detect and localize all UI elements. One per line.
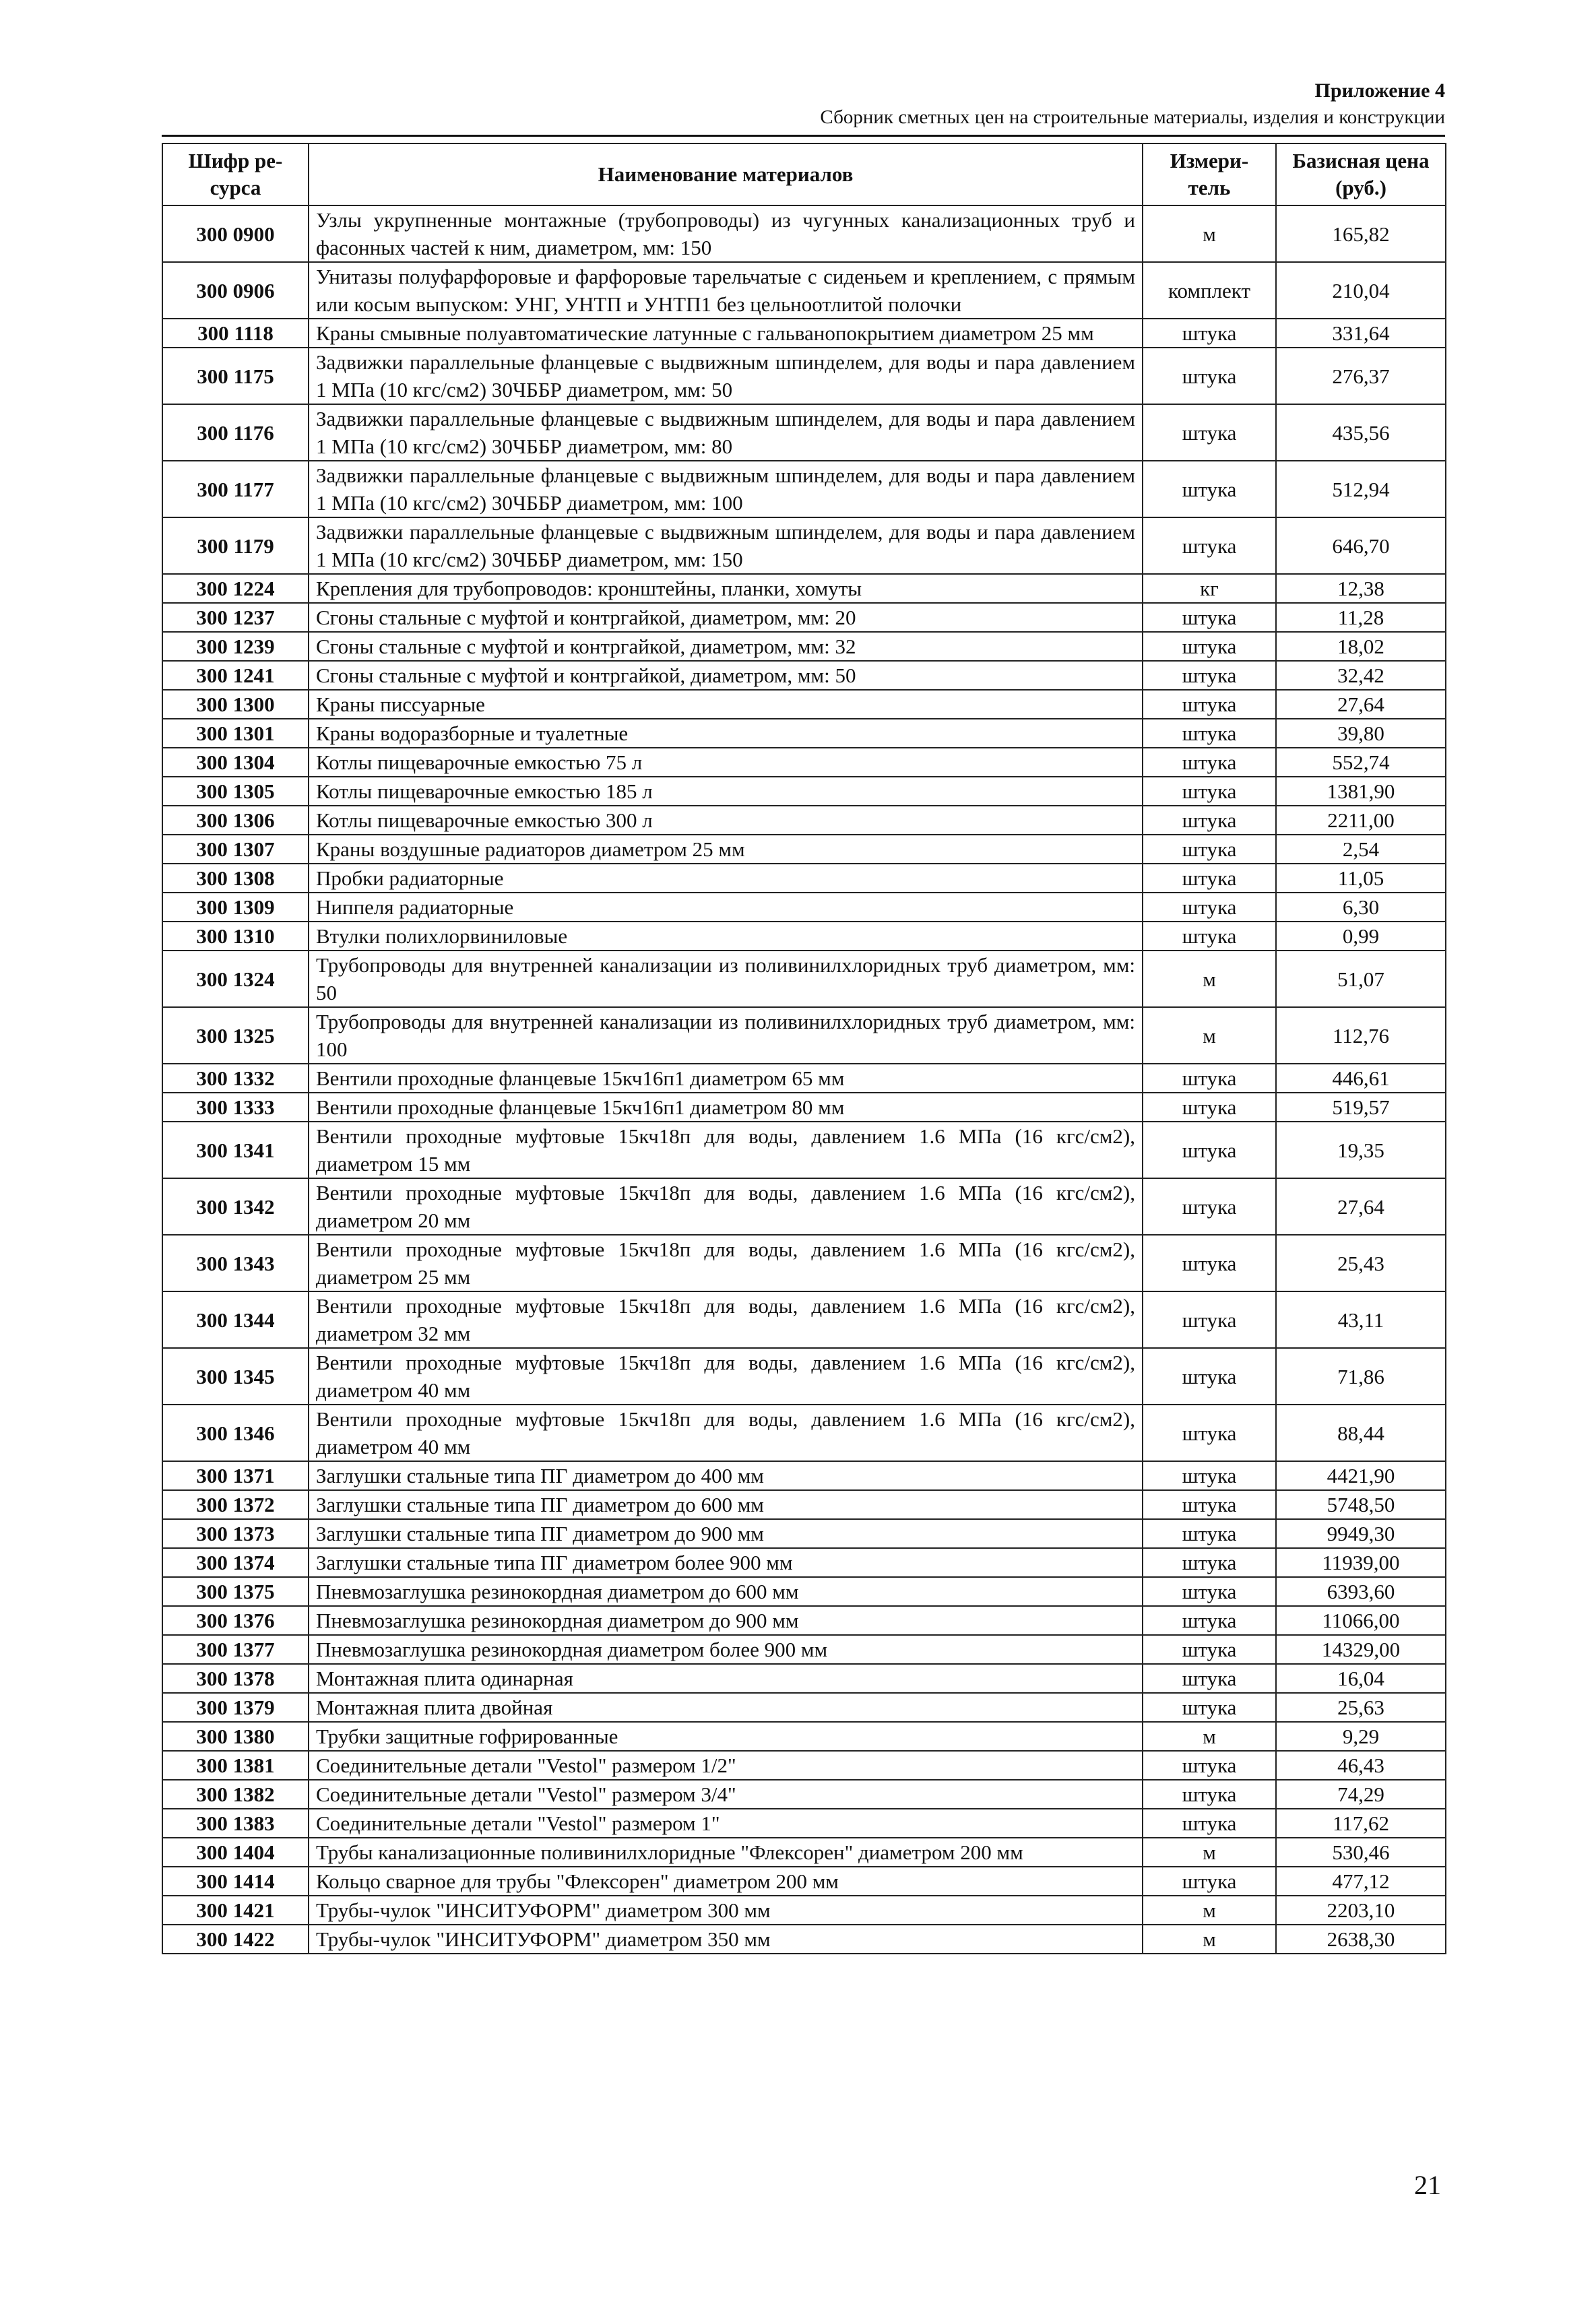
material-name-cell: Трубы канализационные поливинилхлоридные "Флексорен" диаметром 200 мм bbox=[309, 1838, 1143, 1867]
material-name-cell: Задвижки параллельные фланцевые с выдвижным шпинделем, для воды и пара давлением 1 МПа (10 кгс/см2) 30ЧББР диаметром, мм: 50 bbox=[309, 348, 1143, 404]
unit-cell: штука bbox=[1143, 1867, 1276, 1896]
material-name-cell: Втулки полихлорвиниловые bbox=[309, 922, 1143, 951]
resource-code-cell: 300 1374 bbox=[162, 1548, 309, 1577]
unit-cell: штука bbox=[1143, 922, 1276, 951]
base-price-cell: 25,63 bbox=[1276, 1693, 1446, 1722]
resource-code-cell: 300 1414 bbox=[162, 1867, 309, 1896]
material-name-cell: Заглушки стальные типа ПГ диаметром до 600 мм bbox=[309, 1490, 1143, 1519]
unit-cell: штука bbox=[1143, 1577, 1276, 1606]
resource-code-cell: 300 1372 bbox=[162, 1490, 309, 1519]
unit-cell: штука bbox=[1143, 461, 1276, 517]
table-row bbox=[162, 404, 1446, 461]
resource-code-cell: 300 1224 bbox=[162, 574, 309, 603]
unit-cell: штука bbox=[1143, 1291, 1276, 1348]
material-name-cell: Крепления для трубопроводов: кронштейны, планки, хомуты bbox=[309, 574, 1143, 603]
resource-code-cell: 300 1175 bbox=[162, 348, 309, 404]
unit-cell: штука bbox=[1143, 1093, 1276, 1122]
unit-cell: штука bbox=[1143, 1348, 1276, 1405]
base-price-cell: 11066,00 bbox=[1276, 1606, 1446, 1635]
unit-cell: штука bbox=[1143, 404, 1276, 461]
resource-code-cell: 300 1176 bbox=[162, 404, 309, 461]
table-row bbox=[162, 690, 1446, 719]
resource-code-cell: 300 1422 bbox=[162, 1925, 309, 1954]
resource-code-cell: 300 1301 bbox=[162, 719, 309, 748]
unit-cell: м bbox=[1143, 1007, 1276, 1064]
table-row bbox=[162, 1348, 1446, 1405]
resource-code-cell: 300 0906 bbox=[162, 262, 309, 319]
base-price-cell: 88,44 bbox=[1276, 1405, 1446, 1461]
material-name-cell: Вентили проходные муфтовые 15кч18п для воды, давлением 1.6 МПа (16 кгс/см2), диаметром 15 мм bbox=[309, 1122, 1143, 1178]
base-price-cell: 51,07 bbox=[1276, 951, 1446, 1007]
base-price-cell: 530,46 bbox=[1276, 1838, 1446, 1867]
base-price-cell: 552,74 bbox=[1276, 748, 1446, 777]
material-name-cell: Котлы пищеварочные емкостью 300 л bbox=[309, 806, 1143, 835]
table-row bbox=[162, 1838, 1446, 1867]
table-row bbox=[162, 1722, 1446, 1751]
base-price-cell: 276,37 bbox=[1276, 348, 1446, 404]
resource-code-cell: 300 1371 bbox=[162, 1461, 309, 1490]
resource-code-cell: 300 1241 bbox=[162, 661, 309, 690]
material-name-cell: Вентили проходные муфтовые 15кч18п для воды, давлением 1.6 МПа (16 кгс/см2), диаметром 40 мм bbox=[309, 1348, 1143, 1405]
base-price-cell: 19,35 bbox=[1276, 1122, 1446, 1178]
base-price-cell: 477,12 bbox=[1276, 1867, 1446, 1896]
table-row bbox=[162, 1548, 1446, 1577]
unit-cell: штука bbox=[1143, 893, 1276, 922]
base-price-cell: 43,11 bbox=[1276, 1291, 1446, 1348]
table-row bbox=[162, 1093, 1446, 1122]
unit-cell: штука bbox=[1143, 1461, 1276, 1490]
material-name-cell: Соединительные детали "Vestol" размером 1/2" bbox=[309, 1751, 1143, 1780]
unit-cell: штука bbox=[1143, 1519, 1276, 1548]
resource-code-cell: 300 1344 bbox=[162, 1291, 309, 1348]
table-row bbox=[162, 1693, 1446, 1722]
unit-cell: м bbox=[1143, 1896, 1276, 1925]
material-name-cell: Трубки защитные гофрированные bbox=[309, 1722, 1143, 1751]
base-price-cell: 18,02 bbox=[1276, 632, 1446, 661]
base-price-cell: 646,70 bbox=[1276, 517, 1446, 574]
base-price-cell: 12,38 bbox=[1276, 574, 1446, 603]
material-name-cell: Сгоны стальные с муфтой и контргайкой, диаметром, мм: 20 bbox=[309, 603, 1143, 632]
unit-cell: штука bbox=[1143, 1122, 1276, 1178]
resource-code-cell: 300 1341 bbox=[162, 1122, 309, 1178]
unit-cell: м bbox=[1143, 1722, 1276, 1751]
table-row bbox=[162, 1925, 1446, 1954]
material-name-cell: Задвижки параллельные фланцевые с выдвижным шпинделем, для воды и пара давлением 1 МПа (10 кгс/см2) 30ЧББР диаметром, мм: 100 bbox=[309, 461, 1143, 517]
unit-cell: штука bbox=[1143, 348, 1276, 404]
base-price-cell: 46,43 bbox=[1276, 1751, 1446, 1780]
material-name-cell: Монтажная плита одинарная bbox=[309, 1664, 1143, 1693]
resource-code-cell: 300 1300 bbox=[162, 690, 309, 719]
base-price-cell: 117,62 bbox=[1276, 1809, 1446, 1838]
table-row bbox=[162, 922, 1446, 951]
base-price-cell: 11,05 bbox=[1276, 864, 1446, 893]
table-row bbox=[162, 1896, 1446, 1925]
table-row bbox=[162, 348, 1446, 404]
unit-cell: м bbox=[1143, 1838, 1276, 1867]
column-header-unit: Измери-тель bbox=[1143, 143, 1276, 205]
table-row bbox=[162, 1007, 1446, 1064]
column-header-name: Наименование материалов bbox=[309, 143, 1143, 205]
base-price-cell: 2,54 bbox=[1276, 835, 1446, 864]
unit-cell: штука bbox=[1143, 319, 1276, 348]
table-row bbox=[162, 1780, 1446, 1809]
table-row bbox=[162, 748, 1446, 777]
base-price-cell: 6393,60 bbox=[1276, 1577, 1446, 1606]
resource-code-cell: 300 1237 bbox=[162, 603, 309, 632]
table-row bbox=[162, 1490, 1446, 1519]
unit-cell: штука bbox=[1143, 1751, 1276, 1780]
document-subtitle: Сборник сметных цен на строительные материалы, изделия и конструкции bbox=[820, 106, 1445, 128]
header-rule bbox=[162, 135, 1445, 137]
material-name-cell: Задвижки параллельные фланцевые с выдвижным шпинделем, для воды и пара давлением 1 МПа (10 кгс/см2) 30ЧББР диаметром, мм: 150 bbox=[309, 517, 1143, 574]
table-row bbox=[162, 1635, 1446, 1664]
table-row bbox=[162, 1809, 1446, 1838]
base-price-cell: 4421,90 bbox=[1276, 1461, 1446, 1490]
resource-code-cell: 300 1177 bbox=[162, 461, 309, 517]
unit-cell: штука bbox=[1143, 1606, 1276, 1635]
base-price-cell: 9949,30 bbox=[1276, 1519, 1446, 1548]
base-price-cell: 71,86 bbox=[1276, 1348, 1446, 1405]
resource-code-cell: 300 1343 bbox=[162, 1235, 309, 1291]
material-name-cell: Краны воздушные радиаторов диаметром 25 мм bbox=[309, 835, 1143, 864]
table-row bbox=[162, 205, 1446, 262]
unit-cell: штука bbox=[1143, 517, 1276, 574]
table-row bbox=[162, 517, 1446, 574]
base-price-cell: 2203,10 bbox=[1276, 1896, 1446, 1925]
unit-cell: штука bbox=[1143, 690, 1276, 719]
material-name-cell: Пневмозаглушка резинокордная диаметром до 600 мм bbox=[309, 1577, 1143, 1606]
table-row bbox=[162, 1577, 1446, 1606]
unit-cell: штука bbox=[1143, 1780, 1276, 1809]
table-row bbox=[162, 777, 1446, 806]
table-row bbox=[162, 574, 1446, 603]
material-name-cell: Вентили проходные муфтовые 15кч18п для воды, давлением 1.6 МПа (16 кгс/см2), диаметром 32 мм bbox=[309, 1291, 1143, 1348]
unit-cell: штука bbox=[1143, 1235, 1276, 1291]
resource-code-cell: 300 1404 bbox=[162, 1838, 309, 1867]
material-name-cell: Трубы-чулок "ИНСИТУФОРМ" диаметром 350 мм bbox=[309, 1925, 1143, 1954]
column-header-code: Шифр ре-сурса bbox=[162, 143, 309, 205]
resource-code-cell: 300 1383 bbox=[162, 1809, 309, 1838]
unit-cell: штука bbox=[1143, 1664, 1276, 1693]
base-price-cell: 11939,00 bbox=[1276, 1548, 1446, 1577]
resource-code-cell: 300 1376 bbox=[162, 1606, 309, 1635]
resource-code-cell: 300 1375 bbox=[162, 1577, 309, 1606]
unit-cell: штука bbox=[1143, 1064, 1276, 1093]
base-price-cell: 112,76 bbox=[1276, 1007, 1446, 1064]
unit-cell: штука bbox=[1143, 1178, 1276, 1235]
base-price-cell: 2638,30 bbox=[1276, 1925, 1446, 1954]
table-header-row bbox=[162, 143, 1446, 205]
appendix-label: Приложение 4 bbox=[1314, 79, 1445, 102]
table-row bbox=[162, 1461, 1446, 1490]
resource-code-cell: 300 1379 bbox=[162, 1693, 309, 1722]
material-name-cell: Краны писсуарные bbox=[309, 690, 1143, 719]
material-name-cell: Вентили проходные муфтовые 15кч18п для воды, давлением 1.6 МПа (16 кгс/см2), диаметром 20 мм bbox=[309, 1178, 1143, 1235]
material-name-cell: Узлы укрупненные монтажные (трубопроводы) из чугунных канализационных труб и фасонных частей к ним, диаметром, мм: 150 bbox=[309, 205, 1143, 262]
material-name-cell: Унитазы полуфарфоровые и фарфоровые тарельчатые с сиденьем и креплением, с прямым или косым выпуском: УНГ, УНТП и УНТП1 без цельноотлитой полочки bbox=[309, 262, 1143, 319]
table-body bbox=[162, 205, 1446, 1954]
unit-cell: штука bbox=[1143, 1490, 1276, 1519]
material-name-cell: Трубы-чулок "ИНСИТУФОРМ" диаметром 300 мм bbox=[309, 1896, 1143, 1925]
resource-code-cell: 300 1342 bbox=[162, 1178, 309, 1235]
table-row bbox=[162, 319, 1446, 348]
material-name-cell: Соединительные детали "Vestol" размером 3/4" bbox=[309, 1780, 1143, 1809]
base-price-cell: 165,82 bbox=[1276, 205, 1446, 262]
material-name-cell: Соединительные детали "Vestol" размером 1" bbox=[309, 1809, 1143, 1838]
table-row bbox=[162, 1867, 1446, 1896]
resource-code-cell: 300 1345 bbox=[162, 1348, 309, 1405]
table-row bbox=[162, 1405, 1446, 1461]
base-price-cell: 27,64 bbox=[1276, 1178, 1446, 1235]
base-price-cell: 9,29 bbox=[1276, 1722, 1446, 1751]
base-price-cell: 11,28 bbox=[1276, 603, 1446, 632]
table-row bbox=[162, 719, 1446, 748]
material-name-cell: Пневмозаглушка резинокордная диаметром более 900 мм bbox=[309, 1635, 1143, 1664]
table-row bbox=[162, 1122, 1446, 1178]
unit-cell: штука bbox=[1143, 719, 1276, 748]
base-price-cell: 512,94 bbox=[1276, 461, 1446, 517]
table-row bbox=[162, 806, 1446, 835]
base-price-cell: 27,64 bbox=[1276, 690, 1446, 719]
material-name-cell: Пневмозаглушка резинокордная диаметром до 900 мм bbox=[309, 1606, 1143, 1635]
unit-cell: м bbox=[1143, 951, 1276, 1007]
material-name-cell: Котлы пищеварочные емкостью 185 л bbox=[309, 777, 1143, 806]
material-name-cell: Сгоны стальные с муфтой и контргайкой, диаметром, мм: 32 bbox=[309, 632, 1143, 661]
material-name-cell: Вентили проходные муфтовые 15кч18п для воды, давлением 1.6 МПа (16 кгс/см2), диаметром 25 мм bbox=[309, 1235, 1143, 1291]
material-name-cell: Заглушки стальные типа ПГ диаметром до 900 мм bbox=[309, 1519, 1143, 1548]
table-row bbox=[162, 1519, 1446, 1548]
unit-cell: штука bbox=[1143, 806, 1276, 835]
resource-code-cell: 300 1378 bbox=[162, 1664, 309, 1693]
table-row bbox=[162, 951, 1446, 1007]
unit-cell: штука bbox=[1143, 1548, 1276, 1577]
base-price-cell: 435,56 bbox=[1276, 404, 1446, 461]
table-row bbox=[162, 632, 1446, 661]
resource-code-cell: 300 0900 bbox=[162, 205, 309, 262]
material-name-cell: Пробки радиаторные bbox=[309, 864, 1143, 893]
resource-code-cell: 300 1304 bbox=[162, 748, 309, 777]
resource-code-cell: 300 1307 bbox=[162, 835, 309, 864]
table-row bbox=[162, 1291, 1446, 1348]
unit-cell: штука bbox=[1143, 661, 1276, 690]
base-price-cell: 2211,00 bbox=[1276, 806, 1446, 835]
base-price-cell: 6,30 bbox=[1276, 893, 1446, 922]
resource-code-cell: 300 1179 bbox=[162, 517, 309, 574]
material-name-cell: Вентили проходные фланцевые 15кч16п1 диаметром 80 мм bbox=[309, 1093, 1143, 1122]
unit-cell: штука bbox=[1143, 632, 1276, 661]
table-row bbox=[162, 1064, 1446, 1093]
resource-code-cell: 300 1381 bbox=[162, 1751, 309, 1780]
resource-code-cell: 300 1324 bbox=[162, 951, 309, 1007]
base-price-cell: 210,04 bbox=[1276, 262, 1446, 319]
unit-cell: штука bbox=[1143, 748, 1276, 777]
base-price-cell: 39,80 bbox=[1276, 719, 1446, 748]
resource-code-cell: 300 1118 bbox=[162, 319, 309, 348]
table-row bbox=[162, 461, 1446, 517]
unit-cell: штука bbox=[1143, 835, 1276, 864]
unit-cell: штука bbox=[1143, 1809, 1276, 1838]
material-name-cell: Котлы пищеварочные емкостью 75 л bbox=[309, 748, 1143, 777]
resource-code-cell: 300 1308 bbox=[162, 864, 309, 893]
resource-code-cell: 300 1380 bbox=[162, 1722, 309, 1751]
table-row bbox=[162, 1751, 1446, 1780]
unit-cell: комплект bbox=[1143, 262, 1276, 319]
unit-cell: штука bbox=[1143, 1405, 1276, 1461]
material-name-cell: Кольцо сварное для трубы "Флексорен" диаметром 200 мм bbox=[309, 1867, 1143, 1896]
base-price-cell: 519,57 bbox=[1276, 1093, 1446, 1122]
material-name-cell: Вентили проходные муфтовые 15кч18п для воды, давлением 1.6 МПа (16 кгс/см2), диаметром 40 мм bbox=[309, 1405, 1143, 1461]
material-name-cell: Сгоны стальные с муфтой и контргайкой, диаметром, мм: 50 bbox=[309, 661, 1143, 690]
table-row bbox=[162, 893, 1446, 922]
unit-cell: м bbox=[1143, 1925, 1276, 1954]
resource-code-cell: 300 1332 bbox=[162, 1064, 309, 1093]
resource-code-cell: 300 1373 bbox=[162, 1519, 309, 1548]
base-price-cell: 74,29 bbox=[1276, 1780, 1446, 1809]
resource-code-cell: 300 1333 bbox=[162, 1093, 309, 1122]
resource-code-cell: 300 1325 bbox=[162, 1007, 309, 1064]
base-price-cell: 331,64 bbox=[1276, 319, 1446, 348]
price-table bbox=[162, 143, 1446, 1954]
base-price-cell: 0,99 bbox=[1276, 922, 1446, 951]
base-price-cell: 14329,00 bbox=[1276, 1635, 1446, 1664]
table-row bbox=[162, 1606, 1446, 1635]
base-price-cell: 5748,50 bbox=[1276, 1490, 1446, 1519]
unit-cell: штука bbox=[1143, 864, 1276, 893]
resource-code-cell: 300 1309 bbox=[162, 893, 309, 922]
table-row bbox=[162, 1178, 1446, 1235]
base-price-cell: 16,04 bbox=[1276, 1664, 1446, 1693]
resource-code-cell: 300 1310 bbox=[162, 922, 309, 951]
unit-cell: штука bbox=[1143, 1693, 1276, 1722]
column-header-price: Базисная цена (руб.) bbox=[1276, 143, 1446, 205]
resource-code-cell: 300 1421 bbox=[162, 1896, 309, 1925]
material-name-cell: Задвижки параллельные фланцевые с выдвижным шпинделем, для воды и пара давлением 1 МПа (10 кгс/см2) 30ЧББР диаметром, мм: 80 bbox=[309, 404, 1143, 461]
table-row bbox=[162, 262, 1446, 319]
unit-cell: штука bbox=[1143, 603, 1276, 632]
base-price-cell: 446,61 bbox=[1276, 1064, 1446, 1093]
table-row bbox=[162, 661, 1446, 690]
unit-cell: м bbox=[1143, 205, 1276, 262]
material-name-cell: Ниппеля радиаторные bbox=[309, 893, 1143, 922]
resource-code-cell: 300 1239 bbox=[162, 632, 309, 661]
material-name-cell: Заглушки стальные типа ПГ диаметром более 900 мм bbox=[309, 1548, 1143, 1577]
table-row bbox=[162, 1664, 1446, 1693]
material-name-cell: Трубопроводы для внутренней канализации из поливинилхлоридных труб диаметром, мм: 50 bbox=[309, 951, 1143, 1007]
table-row bbox=[162, 1235, 1446, 1291]
material-name-cell: Краны смывные полуавтоматические латунные с гальванопокрытием диаметром 25 мм bbox=[309, 319, 1143, 348]
resource-code-cell: 300 1346 bbox=[162, 1405, 309, 1461]
material-name-cell: Краны водоразборные и туалетные bbox=[309, 719, 1143, 748]
resource-code-cell: 300 1306 bbox=[162, 806, 309, 835]
material-name-cell: Заглушки стальные типа ПГ диаметром до 400 мм bbox=[309, 1461, 1143, 1490]
resource-code-cell: 300 1382 bbox=[162, 1780, 309, 1809]
unit-cell: штука bbox=[1143, 777, 1276, 806]
material-name-cell: Трубопроводы для внутренней канализации из поливинилхлоридных труб диаметром, мм: 100 bbox=[309, 1007, 1143, 1064]
table-row bbox=[162, 864, 1446, 893]
unit-cell: штука bbox=[1143, 1635, 1276, 1664]
table-row bbox=[162, 603, 1446, 632]
resource-code-cell: 300 1305 bbox=[162, 777, 309, 806]
resource-code-cell: 300 1377 bbox=[162, 1635, 309, 1664]
material-name-cell: Вентили проходные фланцевые 15кч16п1 диаметром 65 мм bbox=[309, 1064, 1143, 1093]
material-name-cell: Монтажная плита двойная bbox=[309, 1693, 1143, 1722]
base-price-cell: 32,42 bbox=[1276, 661, 1446, 690]
base-price-cell: 25,43 bbox=[1276, 1235, 1446, 1291]
base-price-cell: 1381,90 bbox=[1276, 777, 1446, 806]
table-row bbox=[162, 835, 1446, 864]
unit-cell: кг bbox=[1143, 574, 1276, 603]
page-number: 21 bbox=[1414, 2170, 1441, 2200]
